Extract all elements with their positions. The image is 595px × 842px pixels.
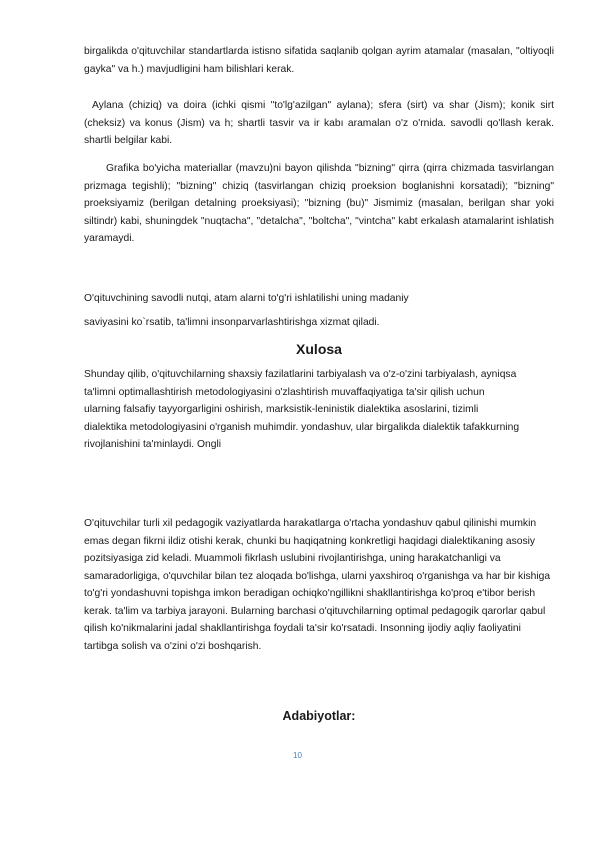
paragraph-teacher-speech-1: O'qituvchining savodli nutqi, atam alarni to'g'ri ishlatilishi uning madaniy	[84, 293, 409, 304]
paragraph-grafika-materials: Grafika bo'yicha materiallar (mavzu)ni bayon qilishda "bizning" qirra (qirra chizmada tasvirlangan prizmaga tegishli); "bizning" chiziq (tasvirlangan chiziq proeksion boglanishni korsatadi); "bizning" proeksiyamiz (berilgan detalning proeksiyasi); "bizning (bu)" Jismimiz (masalan, berilgan shar yoki siltindr) kabi, shuningdek "nuqtacha", "detalcha", "boltcha", "vintcha" kabt erkalash atamalarint ishlatish yaramaydi.	[84, 163, 554, 244]
section-heading-xulosa: Xulosa	[296, 341, 342, 357]
paragraph-xulosa-1: Shunday qilib, o'qituvchilarning shaxsiy fazilatlarini tarbiyalash va o'z-o'zini tarbiyalash, ayniqsa ta'limni optimallashtirish metodologiyasini o'zlashtirish muvaffaqiyatiga ta'sir qilish uchun ularning falsafiy tayyorgarligini oshirish, marksistik-leninistik dialektika asoslarini, tizimli dialektika metodologiyasini o'rganish muhimdir. yondashuv, ular birgalikda dialektik tafakkurning rivojlanishini ta'minlaydi. Ongli	[84, 369, 520, 450]
page-number: 10	[293, 751, 302, 760]
paragraph-xulosa-2: O'qituvchilar turli xil pedagogik vaziyatlarda harakatlarga o'rtacha yondashuv qabul qilinishi mumkin emas degan fikrni ildiz otishi kerak, chunki bu haqiqatning konkretligi haqidagi dialektikaning asosiy pozitsiyasiga zid keladi. Muammoli fikrlash uslubini rivojlantirishga, uning harakatchanligi va samaradorligiga, o'quvchilar bilan tez aloqada bo'lishga, ularni yaxshiroq o'rganishga va har bir kishiga to'g'ri yondashuvni topishga imkon beradigan ochiqko'ngillikni shakllantirishga ko'proq e'tibor berish kerak. ta'lim va tarbiya jarayoni. Bularning barchasi o'qituvchilarning optimal pedagogik qarorlar qabul qilish ko'nikmalarini jadal shakllantirishga foydali ta'sir ko'rsatadi. Insonning ijodiy aqliy faoliyatini tartibga solish va o'zini o'zi boshqarish.	[84, 518, 551, 652]
paragraph-standard-terms: birgalikda o'qituvchilar standartlarda istisno sifatida saqlanib qolgan ayrim atamalar (masalan, "oltiyoqli gayka" va h.) mavjudligini ham bilishlari kerak.	[84, 46, 554, 75]
section-heading-adabiyotlar: Adabiyotlar:	[282, 709, 356, 723]
paragraph-teacher-speech-2: saviyasini ko`rsatib, ta'limni insonparvarlashtirishga xizmat qiladi.	[84, 317, 380, 328]
paragraph-circle-sphere: Aylana (chiziq) va doira (ichki qismi "to'lg'azilgan" aylana); sfera (sirt) va shar (Jism); konik sirt (cheksiz) va konus (Jism) va h; shartli tasvir va ir kabı aramalan o'z o'rnida. savodli qo'llash kerak. shartli belgilar kabi.	[84, 100, 554, 146]
